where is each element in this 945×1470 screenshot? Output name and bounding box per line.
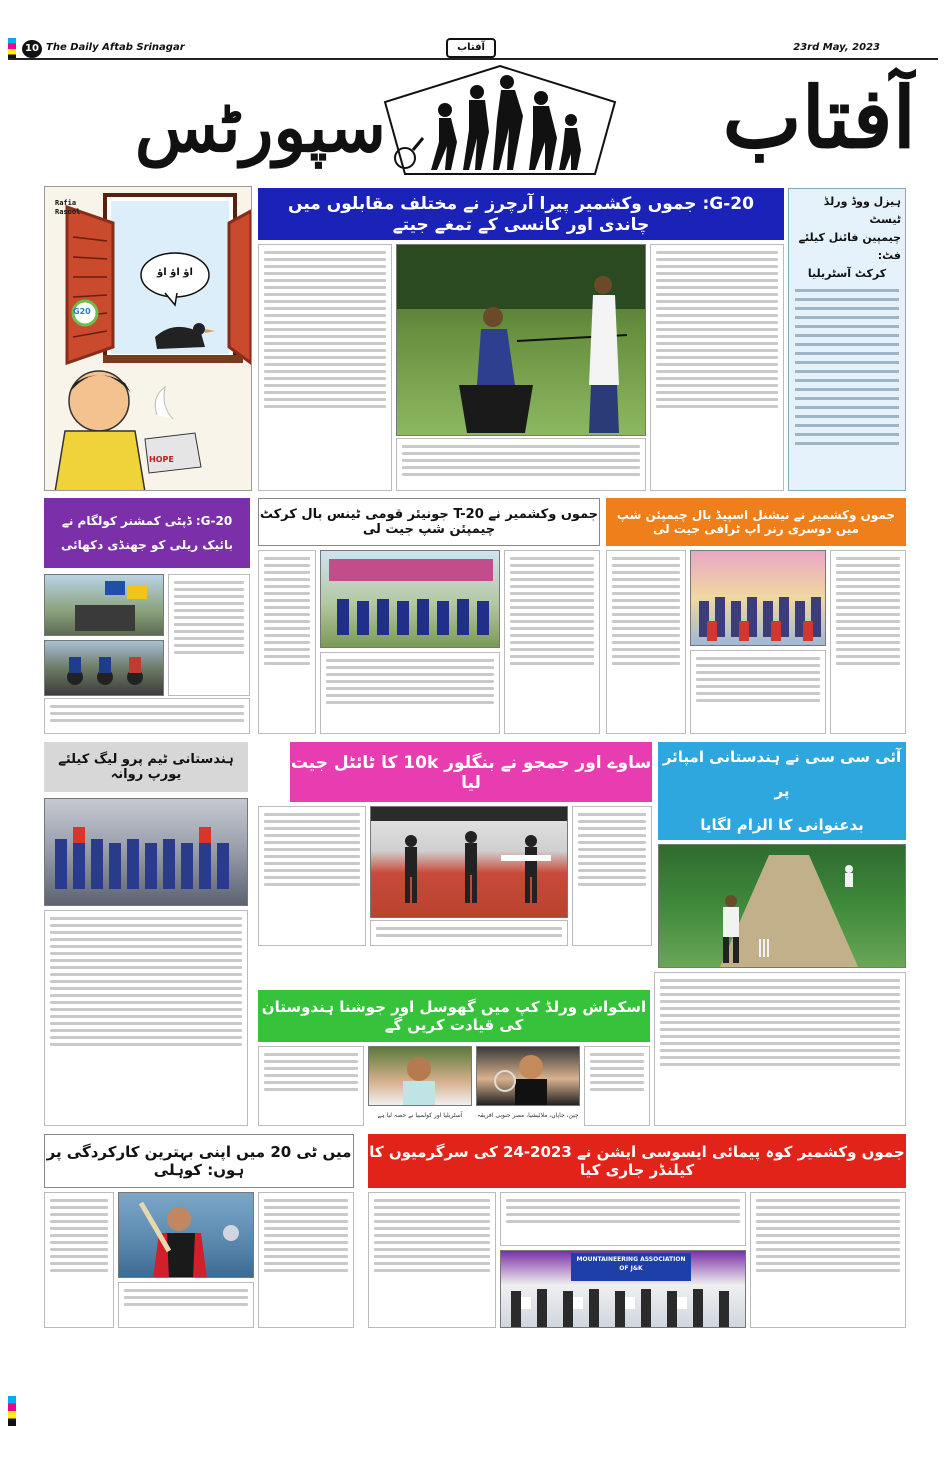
cmyk-marker-top (8, 38, 16, 60)
marathon-photo (370, 806, 568, 918)
hockey-team-text (44, 910, 248, 1126)
cartoon-panel (44, 186, 252, 491)
mountaineering-photo-banner: MOUNTAINEERING ASSOCIATION OF J&K (571, 1253, 691, 1281)
main-story-column-2 (396, 438, 646, 491)
kohli-figure (119, 1193, 254, 1278)
icc-umpire-headline-2: بدعنوانی کا الزام لگایا (700, 816, 864, 834)
speed-ball-text-2 (690, 650, 826, 734)
speed-ball-text-1 (606, 550, 686, 734)
main-story-column-3 (650, 244, 784, 491)
hockey-team-photo (44, 798, 248, 906)
g20-label: G20 (73, 307, 91, 316)
tennis-ball-team-photo (320, 550, 500, 648)
mountaineering-photo (500, 1250, 746, 1328)
squash-player-photo-2 (476, 1046, 580, 1106)
cricket-side-headline-1: ہیزل ووڈ ورلڈ ٹیسٹ (823, 195, 901, 226)
cmyk-marker-bottom (8, 1396, 16, 1426)
kohli-text-3 (258, 1192, 354, 1328)
g20-rally-text (168, 574, 250, 696)
bengaluru-text-1 (258, 806, 366, 946)
cartoon-illustration (45, 187, 252, 491)
squash-player-1 (369, 1047, 472, 1106)
mountaineering-text-2 (500, 1192, 746, 1246)
hockey-players (45, 799, 248, 906)
cartoon-speech-bubble: آؤ آؤ آؤ (157, 267, 193, 278)
tennis-ball-headline: جموں وکشمیر نے T-20 جونیئر قومی ٹینس بال کرکٹ چیمپئن شپ جیت لی (258, 498, 600, 546)
g20-rally-text-bottom (44, 698, 250, 734)
bike-rally-photo-1 (44, 574, 164, 636)
page-header (8, 38, 938, 60)
hockey-team-headline: ہندستانی ٹیم پرو لیگ کیلئے یورپ روانہ (44, 742, 248, 792)
main-headline: G-20: جموں وکشمیر پیرا آرچرز نے مختلف مقابلوں میں چاندی اور کانسی کے تمغے جیتے (258, 188, 784, 240)
g20-rally-headline-1: G-20: ڈپٹی کمشنر کولگام نے (61, 514, 233, 528)
squash-caption-left: آسٹریلیا اور کولمبیا نے حصہ لیا ہے (377, 1112, 463, 1119)
tennis-ball-text-3 (504, 550, 600, 734)
kohli-text-1 (44, 1192, 114, 1328)
speed-ball-text-3 (830, 550, 906, 734)
mountaineering-text-3 (750, 1192, 906, 1328)
squash-text-1 (258, 1046, 364, 1126)
g20-rally-headline (44, 498, 250, 568)
hope-label: HOPE (149, 455, 174, 464)
masthead (20, 62, 925, 180)
tennis-ball-text-2 (320, 652, 500, 734)
mountaineering-text-1 (368, 1192, 496, 1328)
bengaluru-text-3 (572, 806, 652, 946)
cricket-pitch-photo (658, 844, 906, 968)
page-number: 10 (22, 40, 42, 58)
sports-figures-logo (365, 62, 635, 180)
kohli-headline: میں ٹی 20 میں اپنی بہترین کارکردگی پر ہوں: کوہلی (44, 1134, 354, 1188)
squash-text-3 (654, 972, 906, 1126)
masthead-title-left: سپورٹس (134, 88, 386, 168)
mountaineering-group (501, 1251, 746, 1328)
runners (371, 807, 568, 918)
main-story-column-1 (258, 244, 392, 491)
archery-photo (396, 244, 646, 436)
bengaluru-headline: ساوے اور جمجو نے بنگلور 10k کا ٹائٹل جیت لیا (290, 742, 652, 802)
speed-ball-group (691, 551, 826, 646)
speed-ball-headline: جموں وکشمیر نے نیشنل اسپیڈ بال چیمپئن شپ میں دوسری رنر اپ ٹرافی جیت لی (606, 498, 906, 546)
squash-caption-right: چین، جاپان، ملائیشیا، مصر جنوبی افریقہ (477, 1112, 579, 1119)
squash-player-photo-1 (368, 1046, 472, 1106)
icc-umpire-headline (658, 742, 906, 840)
squash-headline: اسکواش ورلڈ کپ میں گھوسل اور جوشنا ہندوستان کی قیادت کریں گے (258, 990, 650, 1042)
kohli-photo (118, 1192, 254, 1278)
team-lineup (321, 551, 500, 648)
tennis-ball-text-1 (258, 550, 316, 734)
cricket-side-headline-3: کرکٹ آسٹریلیا (807, 267, 887, 280)
speed-ball-team-photo (690, 550, 826, 646)
issue-date: 23rd May, 2023 (793, 42, 880, 53)
header-logo: آفتاب (446, 38, 496, 58)
umpire-and-pitch (659, 845, 906, 968)
squash-player-2 (477, 1047, 580, 1106)
icc-umpire-headline-1: آئی سی سی نے ہندستانی امپائر پر (662, 748, 902, 800)
archer-figures (397, 245, 646, 436)
masthead-title-right: آفتاب (722, 68, 916, 167)
cricket-side-box (788, 188, 906, 491)
rally-flags (45, 575, 164, 636)
paper-name: The Daily Aftab Srinagar (46, 42, 185, 53)
g20-rally-headline-2: بائیک ریلی کو جھنڈی دکھائی (61, 538, 233, 552)
bengaluru-text-2 (370, 920, 568, 946)
cartoonist-signature: Rafia Rasool (55, 199, 81, 216)
mountaineering-headline: جموں وکشمیر کوہ پیمائی ایسوسی ایشن نے 2023-24 کی سرگرمیوں کا کیلنڈر جاری کیا (368, 1134, 906, 1188)
bike-rally-photo-2 (44, 640, 164, 696)
rally-riders (45, 641, 164, 696)
squash-text-2 (584, 1046, 650, 1126)
cricket-side-headline-2: چیمپین فائنل کیلئے فٹ: (798, 231, 901, 262)
kohli-text-2 (118, 1282, 254, 1328)
